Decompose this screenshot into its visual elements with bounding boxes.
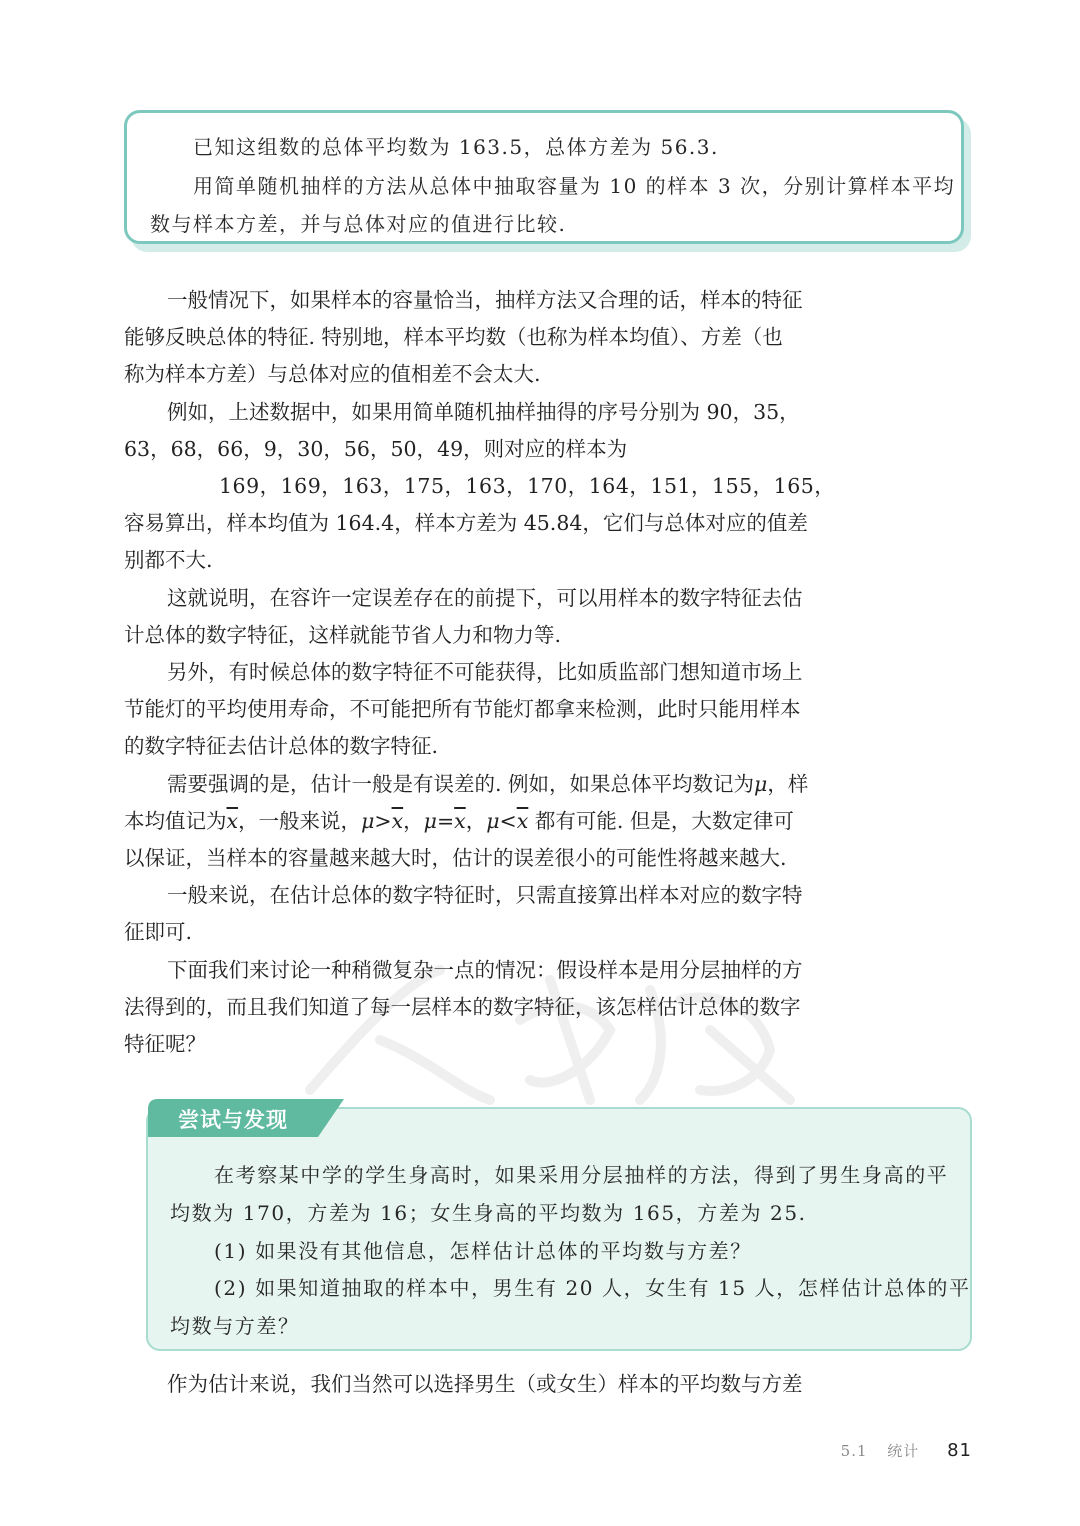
paragraph-line: 称为样本方差）与总体对应的值相差不会太大.: [124, 362, 541, 387]
page-number: 81: [947, 1440, 972, 1461]
explore-line-4: (2) 如果知道抽取的样本中，男生有 20 人，女生有 15 人，怎样估计总体的平: [214, 1276, 971, 1300]
paragraph-line: 别都不大.: [124, 548, 213, 573]
paragraph-line: 特征呢？: [124, 1032, 206, 1057]
mu-symbol: μ: [754, 771, 768, 796]
paragraph-line: 一般情况下，如果样本的容量恰当，抽样方法又合理的话，样本的特征: [167, 288, 803, 312]
explore-line-2: 均数为 170，方差为 16；女生身高的平均数为 165，方差为 25.: [170, 1201, 807, 1225]
mu-symbol: μ: [361, 808, 375, 833]
exercise-line-2: 用简单随机抽样的方法从总体中抽取容量为 10 的样本 3 次，分别计算样本平均: [193, 174, 956, 198]
relation-lt: <: [499, 808, 517, 833]
exercise-line-3: 数与样本方差，并与总体对应的值进行比较.: [150, 212, 567, 236]
paragraph-line: 征即可.: [124, 920, 193, 945]
footer-section-title: 统计: [887, 1442, 920, 1460]
paragraph-line: 63，68，66，9，30，56，50，49，则对应的样本为: [124, 436, 628, 461]
explore-line-3: (1) 如果没有其他信息，怎样估计总体的平均数与方差？: [214, 1239, 752, 1263]
paragraph-line: 能够反映总体的特征. 特别地，样本平均数（也称为样本均值）、方差（也: [124, 325, 783, 350]
xbar-symbol: $\overline{x}$: [454, 808, 466, 833]
xbar-symbol: $\overline{x}$: [391, 808, 404, 833]
paragraph-line: 计总体的数字特征，这样就能节省人力和物力等.: [124, 622, 562, 647]
page-footer: [841, 1440, 972, 1461]
footer-section-number: 5.1: [840, 1442, 868, 1460]
exercise-line-1: 已知这组数的总体平均数为 163.5，总体方差为 56.3.: [193, 135, 719, 159]
relation-eq: =: [436, 808, 455, 833]
xbar-symbol: $\overline{x}$: [226, 808, 239, 833]
text-segment: 需要强调的是，估计一般是有误差的. 例如，如果总体平均数记为: [167, 771, 755, 796]
text-segment: 本均值记为: [124, 808, 227, 833]
paragraph-line: 以保证，当样本的容量越来越大时，估计的误差很小的可能性将越来越大.: [124, 846, 787, 871]
paragraph-line: 法得到的，而且我们知道了每一层样本的数字特征，该怎样估计总体的数字: [124, 994, 801, 1019]
paragraph-line: 容易算出，样本均值为 164.4，样本方差为 45.84，它们与总体对应的值差: [124, 511, 808, 536]
explore-box: [146, 1107, 972, 1351]
text-segment: ，样: [767, 771, 809, 796]
separator: ，: [403, 808, 424, 833]
body-text: [124, 282, 850, 1063]
relation-gt: >: [374, 808, 392, 833]
paragraph-line: 一般来说，在估计总体的数字特征时，只需直接算出样本对应的数字特: [167, 883, 803, 908]
text-segment: 都有可能. 但是，大数定律可: [528, 808, 794, 833]
paragraph-line: 这就说明，在容许一定误差存在的前提下，可以用样本的数字特征去估: [167, 585, 803, 610]
xbar-symbol: $\overline{x}$: [516, 808, 529, 833]
explore-line-5: 均数与方差？: [170, 1314, 300, 1338]
explore-tab: [148, 1099, 344, 1137]
text-segment: ，一般来说，: [238, 808, 362, 833]
exercise-box: [124, 110, 964, 244]
paragraph-line: 作为估计来说，我们当然可以选择男生（或女生）样本的平均数与方差: [167, 1372, 803, 1396]
paragraph-line: [124, 803, 850, 840]
mu-symbol: μ: [486, 808, 500, 833]
paragraph-line: 下面我们来讨论一种稍微复杂一点的情况：假设样本是用分层抽样的方: [167, 957, 803, 982]
mu-symbol: μ: [423, 808, 437, 833]
paragraph-line: 例如，上述数据中，如果用简单随机抽样抽得的序号分别为 90，35，: [167, 399, 800, 424]
sample-values: 169，169，163，175，163，170，164，151，155，165，: [219, 474, 836, 499]
paragraph-line: [124, 766, 850, 803]
explore-line-1: 在考察某中学的学生身高时，如果采用分层抽样的方法，得到了男生身高的平: [214, 1163, 949, 1187]
separator: ，: [465, 808, 487, 833]
paragraph-line: 另外，有时候总体的数字特征不可能获得，比如质监部门想知道市场上: [167, 660, 803, 685]
paragraph-line: 的数字特征去估计总体的数字特征.: [124, 734, 439, 759]
paragraph-line: 节能灯的平均使用寿命，不可能把所有节能灯都拿来检测，此时只能用样本: [124, 697, 801, 722]
explore-tab-label: 尝试与发现: [178, 1108, 288, 1132]
